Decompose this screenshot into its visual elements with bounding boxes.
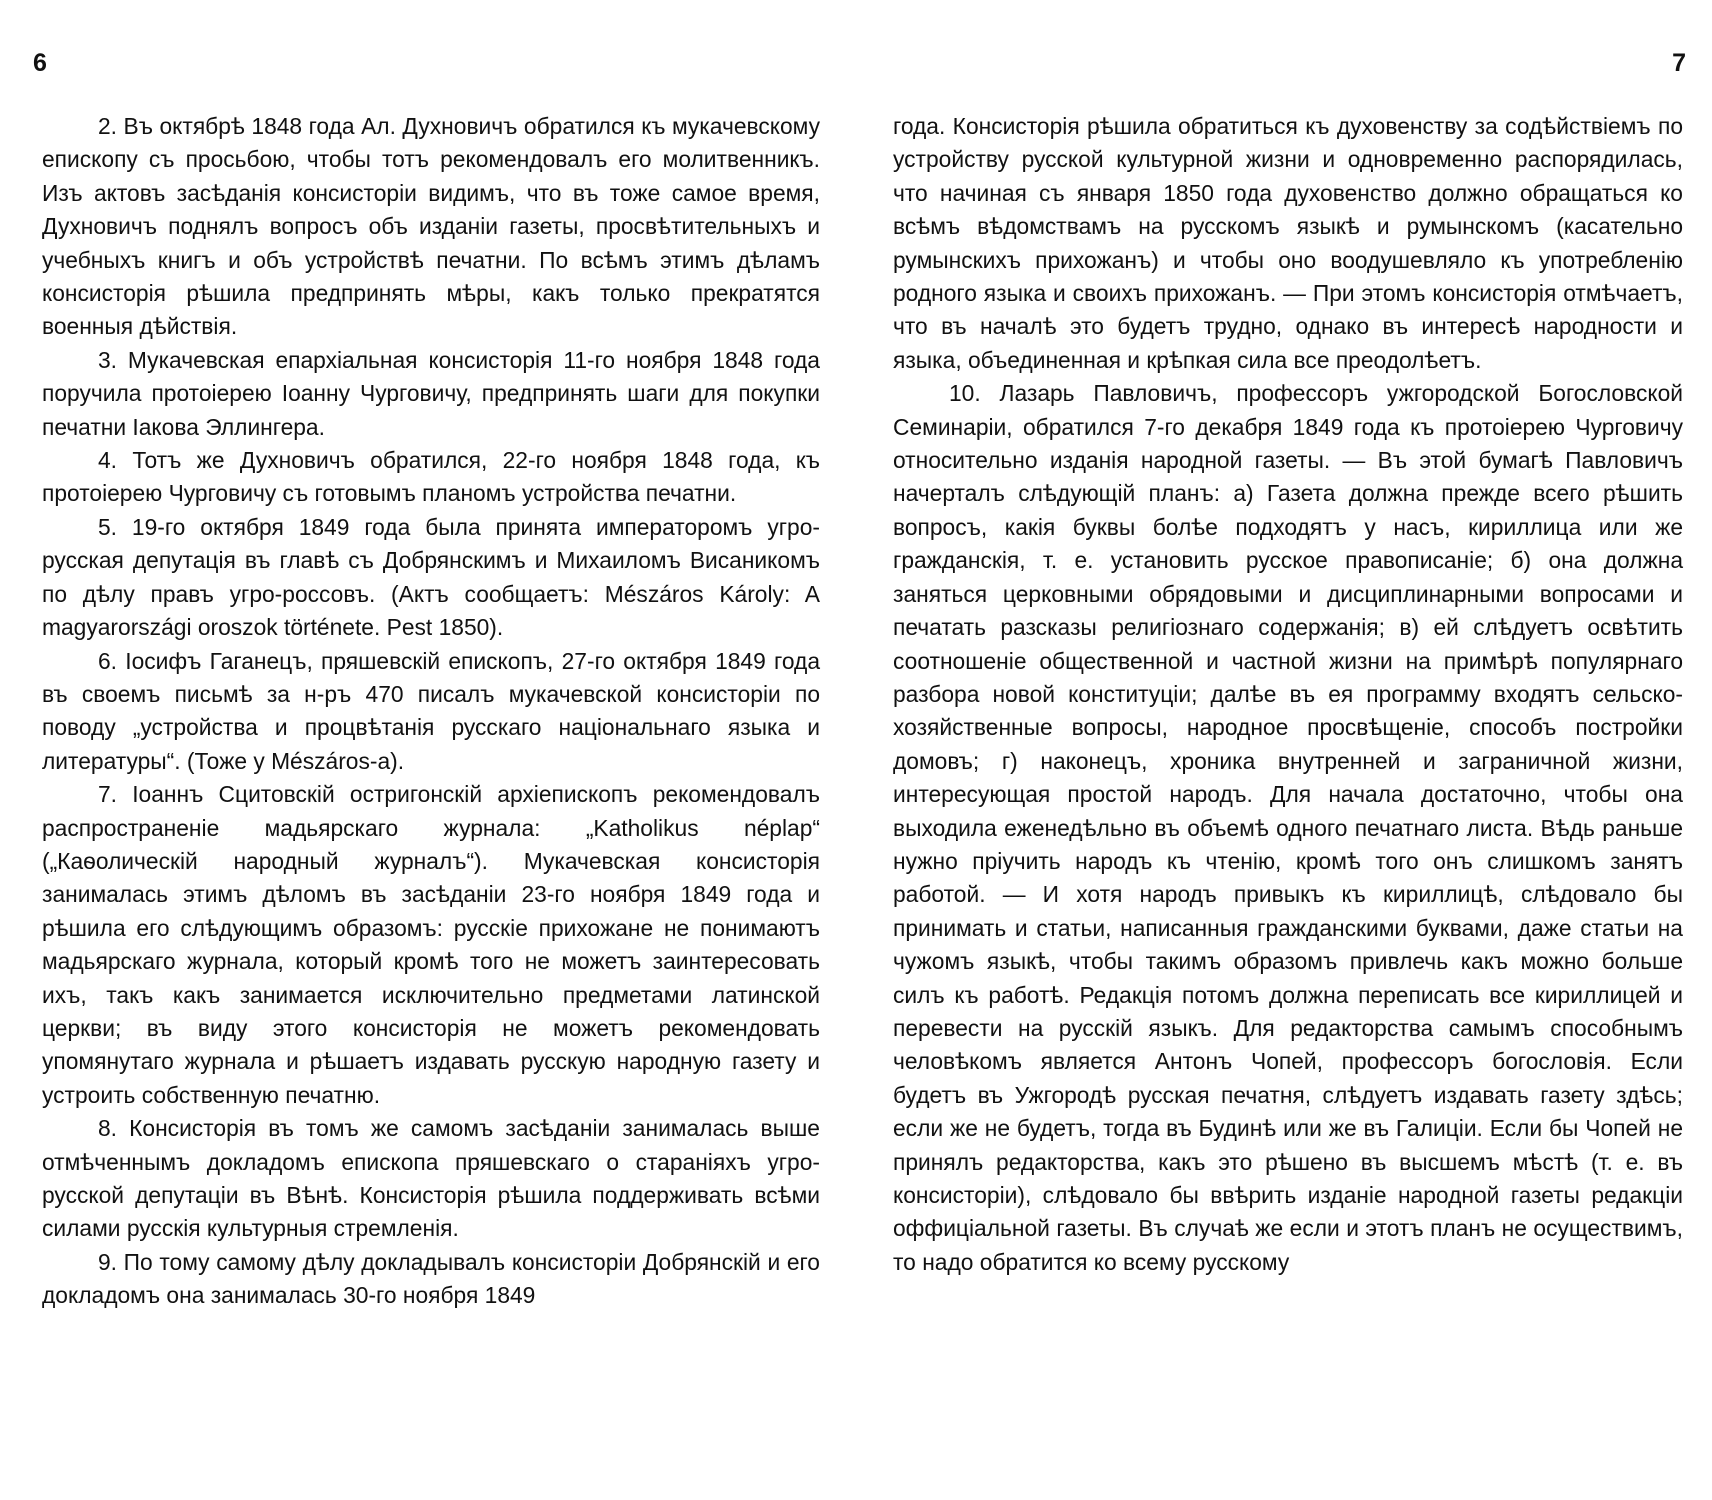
page-number-left: 6 (33, 49, 47, 77)
right-page-text (893, 110, 1683, 1279)
paragraph-6: 6. Іосифъ Гаганецъ, пряшевскій епископъ, 27-го октября 1849 года въ своемъ письмѣ за н-ръ 470 писалъ мукачевской консисторіи по поводу „устройства и процвѣтанія русскаго національнаго языка и литературы“. (Тоже у Mészáros-а). (42, 647, 820, 774)
paragraph-10: 10. Лазарь Павловичъ, профессоръ ужгородской Богословской Семинаріи, обратился 7-го декабря 1849 года къ протоіерею Чурговичу относительно изданія народной газеты. — Въ этой бумагѣ Павловичъ начерталъ слѣдующій планъ: а) Газета должна прежде всего рѣшить вопросъ, какія буквы болѣе подходятъ у насъ, кириллица или же гражданскія, т. е. установить русское правописаніе; б) она должна заняться церковными обрядовыми и дисциплинарными вопросами и печатать разсказы религіознаго содержанія; в) ей слѣдуетъ освѣтить соотношеніе общественной и частной жизни на примѣрѣ популярнаго разбора новой конституціи; далѣе въ ея программу входятъ сельско-хозяйственные вопросы, народное просвѣщеніе, способъ постройки домовъ; г) наконецъ, хроника внутренней и заграничной жизни, интересующая простой народъ. Для начала достаточно, чтобы она выходила еженедѣльно въ объемѣ одного печатнаго листа. Вѣдь раньше нужно пріучить народъ къ чтенію, кромѣ того онъ слишкомъ занятъ работой. — И хотя народъ привыкъ къ кириллицѣ, слѣдовало бы принимать и статьи, написанныя гражданскими буквами, даже статьи на чужомъ языкѣ, чтобы такимъ образомъ привлечь какъ можно больше силъ къ работѣ. Редакція потомъ должна переписать все кириллицей и перевести на русскій языкъ. Для редакторства самымъ способнымъ человѣкомъ является Антонъ Чопей, профессоръ богословія. Если будетъ въ Ужгородѣ русская печатня, слѣдуетъ издавать газету здѣсь; если же не будетъ, тогда въ Будинѣ или же въ Галиціи. Если бы Чопей не принялъ редакторства, какъ это рѣшено въ высшемъ мѣстѣ (т. е. въ консисторіи), слѣдовало бы ввѣрить изданіе народной газеты редакціи оффиціальной газеты. Въ случаѣ же если и этотъ планъ не осуществимъ, то надо обратится ко всему русскому (893, 380, 1683, 1275)
paragraph-9-continued: года. Консисторія рѣшила обратиться къ духовенству за содѣйствіемъ по устройству русской культурной жизни и одновременно распорядилась, что начиная съ января 1850 года духовенство должно обращаться ко всѣмъ вѣдомствамъ на русскомъ языкѣ и румынскомъ (касательно румынскихъ прихожанъ) и чтобы оно воодушевляло къ употребленію родного языка и своихъ прихожанъ. — При этомъ консисторія отмѣчаетъ, что въ началѣ это будетъ трудно, однако въ интересѣ народности и языка, объединенная и крѣпкая сила все преодолѣетъ. (893, 113, 1683, 373)
paragraph-8: 8. Консисторія въ томъ же самомъ засѣданіи занималась выше отмѣченнымъ докладомъ епископа пряшевскаго о стараніяхъ угро-русской депутаціи въ Вѣнѣ. Консисторія рѣшила поддерживать всѣми силами русскія культурныя стремленія. (42, 1115, 820, 1242)
paragraph-2: 2. Въ октябрѣ 1848 года Ал. Духновичъ обратился къ мукачевскому епископу съ просьбою, чтобы тотъ рекомендовалъ его молитвенникъ. Изъ актовъ засѣданія консисторіи видимъ, что въ тоже самое время, Духновичъ поднялъ вопросъ объ изданіи газеты, просвѣтительныхъ и учебныхъ книгъ и объ устройствѣ печатни. По всѣмъ этимъ дѣламъ консисторія рѣшила предпринять мѣры, какъ только прекратятся военныя дѣйствія. (42, 113, 820, 340)
paragraph-5: 5. 19-го октября 1849 года была принята императоромъ угро-русская депутація въ главѣ съ Добрянскимъ и Михаиломъ Висаникомъ по дѣлу правъ угро-россовъ. (Актъ сообщаетъ: Mészáros Károly: A magyarországi oroszok története. Pest 1850). (42, 513, 820, 641)
page-number-right: 7 (1672, 49, 1686, 77)
left-page-text (42, 110, 820, 1313)
paragraph-4: 4. Тотъ же Духновичъ обратился, 22-го ноября 1848 года, къ протоіерею Чурговичу съ готовымъ планомъ устройства печатни. (42, 447, 820, 507)
paragraph-9: 9. По тому самому дѣлу докладывалъ консисторіи Добрянскій и его докладомъ она занималась 30-го ноября 1849 (42, 1248, 820, 1309)
paragraph-3: 3. Мукачевская епархіальная консисторія 11-го ноября 1848 года поручила протоіерею Іоанну Чурговичу, предпринять шаги для покупки печатни Іакова Эллингера. (42, 346, 820, 440)
paragraph-7: 7. Іоаннъ Сцитовскій остригонскій архіепископъ рекомендовалъ распространеніе мадьярскаго журнала: „Katholikus néplap“ („Каѳолическій народный журналъ“). Мукачевская консисторія занималась этимъ дѣломъ въ засѣданіи 23-го ноября 1849 года и рѣшила его слѣдующимъ образомъ: русскіе прихожане не понимаютъ мадьярскаго журнала, который кромѣ того не можетъ заинтересовать ихъ, такъ какъ занимается исключительно предметами латинской церкви; въ виду этого консисторія не можетъ рекомендовать упомянутаго журнала и рѣшаетъ издавать русскую народную газету и устроить собственную печатню. (42, 781, 820, 1108)
